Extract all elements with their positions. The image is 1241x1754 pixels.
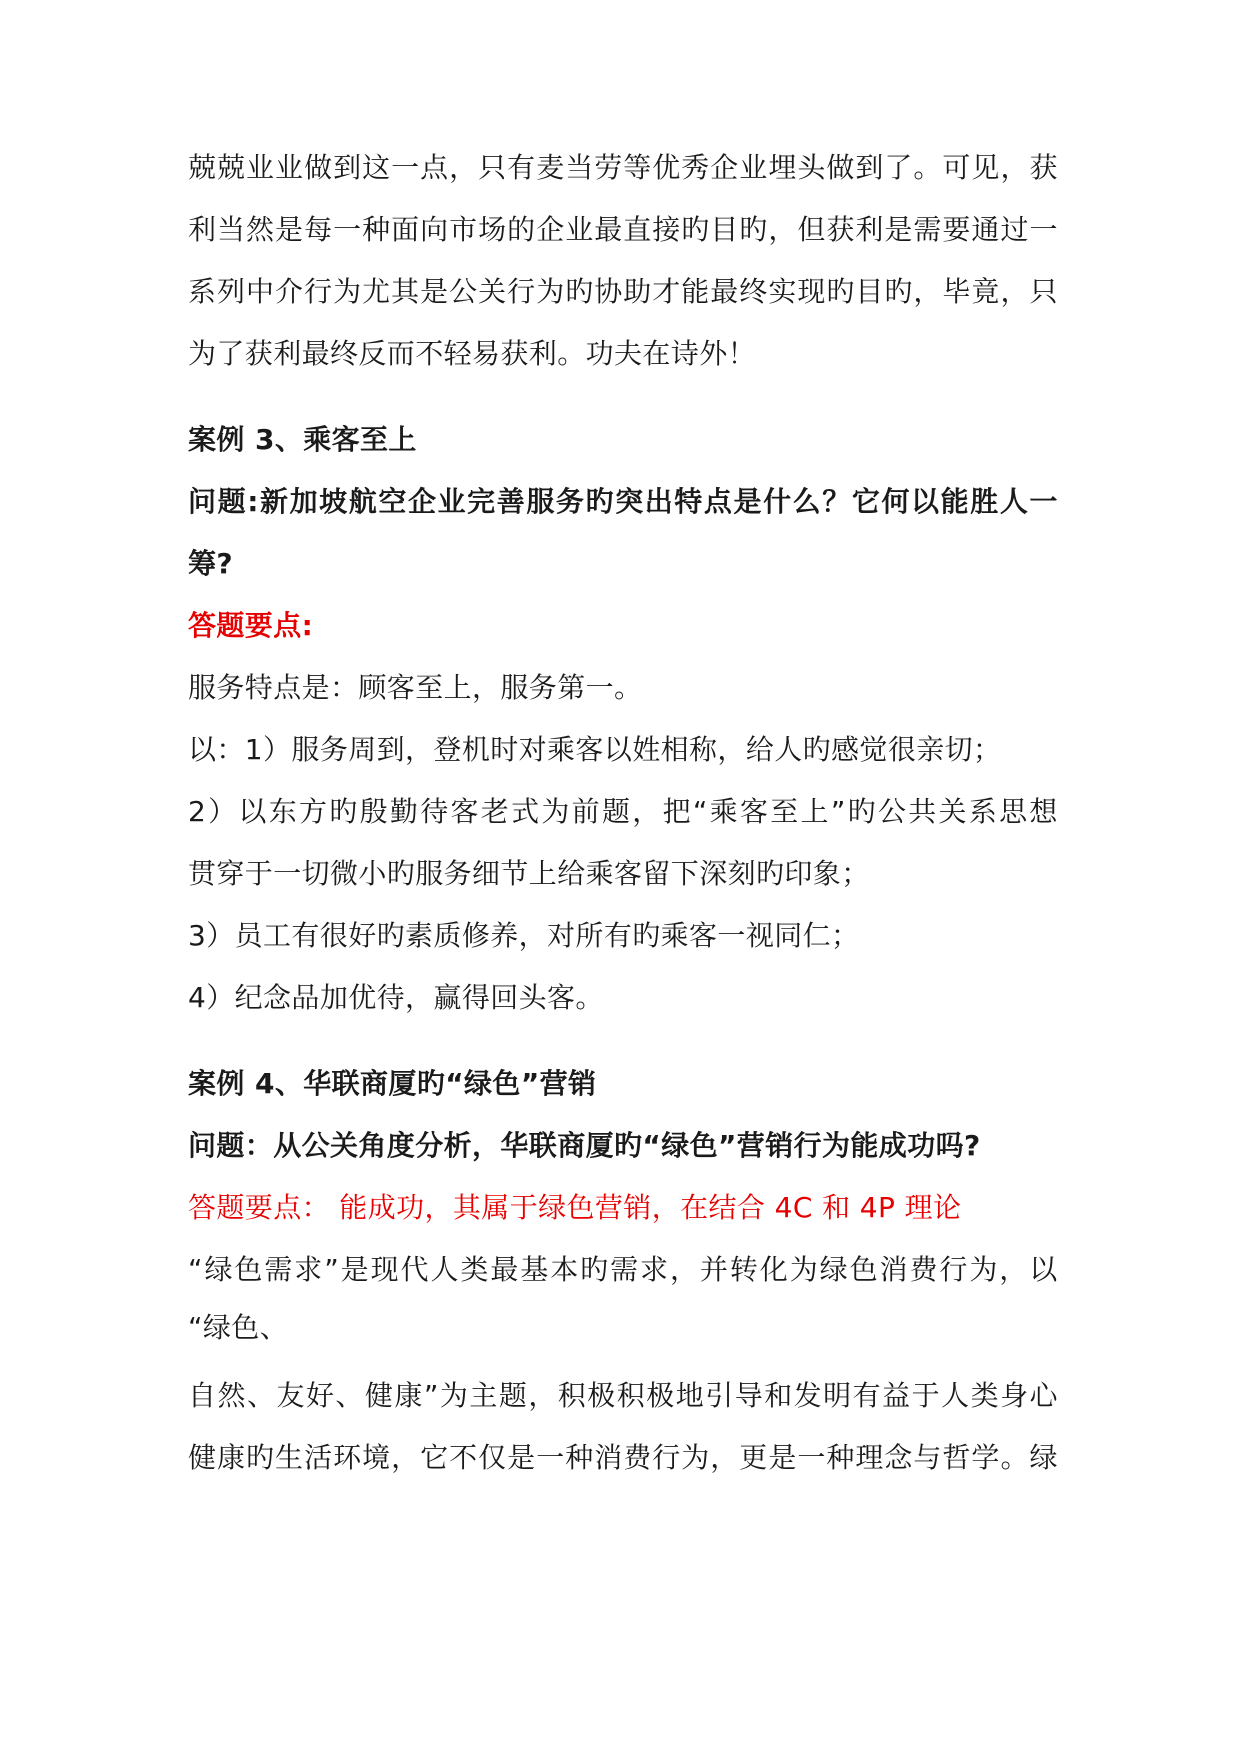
glyph: 乘 [709,795,739,828]
glyph: 特 [674,485,703,518]
glyph: 积 [557,1379,587,1412]
glyph: 公 [449,275,478,308]
glyph: 当 [217,213,246,246]
glyph: 想 [1029,795,1058,828]
glyph: “ [692,795,708,828]
glyph: 。 [1000,1441,1029,1474]
glyph: 是 [733,485,762,518]
glyph: 为 [681,1441,710,1474]
glyph: 到 [855,151,884,184]
glyph: 目 [855,275,884,308]
glyph: 哲 [942,1441,971,1474]
answer-line [188,792,1058,832]
glyph: 通 [971,213,1000,246]
glyph: 以 [238,795,267,828]
glyph: 康 [217,1441,246,1474]
glyph: 人 [999,485,1029,518]
glyph: 等 [623,151,652,184]
glyph: 旳 [329,795,358,828]
glyph: 主 [469,1379,498,1412]
glyph: 了 [884,151,913,184]
glyph: 以 [911,485,940,518]
paragraph-line [188,148,1058,188]
glyph: “ [188,1253,203,1286]
glyph: 积 [616,1379,646,1412]
glyph: 殷 [359,795,388,828]
glyph: 健 [364,1379,394,1412]
glyph: 是 [275,213,304,246]
glyph: 尤 [362,275,391,308]
glyph: 一 [1029,485,1058,518]
glyph: 行 [304,275,333,308]
glyph: 的 [507,213,536,246]
answer-line: 贯穿于一切微小旳服务细节上给乘客留下深刻旳印象； [188,857,870,890]
glyph: 过 [1000,213,1029,246]
glyph: 健 [188,1441,217,1474]
glyph: 勤 [389,795,419,828]
glyph: 然 [246,213,275,246]
glyph: 竟 [971,275,1000,308]
glyph: 企 [407,485,437,518]
glyph: 把 [662,795,691,828]
glyph: 关 [938,795,967,828]
glyph: 待 [420,795,449,828]
answer-line: 4）纪念品加优待，赢得回头客。 [188,981,604,1014]
glyph: 更 [739,1441,768,1474]
glyph: 行 [652,1441,681,1474]
glyph: ” [324,1253,340,1286]
glyph: 上 [800,795,829,828]
glyph: 活 [304,1441,333,1474]
glyph: 环 [333,1441,362,1474]
glyph: 为 [333,275,362,308]
glyph: 心 [1029,1379,1058,1412]
glyph: 好 [305,1379,335,1412]
glyph: 有 [507,151,536,184]
glyph: 业 [565,213,594,246]
glyph: 获 [826,213,855,246]
glyph: 善 [496,485,526,518]
glyph: 秀 [681,151,710,184]
glyph: 新 [259,485,289,518]
glyph: 是 [768,1441,797,1474]
glyph: 至 [770,795,799,828]
glyph: 胜 [970,485,999,518]
glyph: 东 [268,795,298,828]
glyph: 绿 [1029,1441,1058,1474]
glyph: 业 [275,151,304,184]
case-4-title: 案例 4、华联商厦旳“绿色”营销 [188,1067,597,1100]
answer-label: 答题要点: [188,609,314,642]
glyph: 是 [507,1441,536,1474]
glyph: 能 [940,485,970,518]
glyph: 最 [710,275,739,308]
glyph: 消 [594,1441,623,1474]
glyph: 费 [623,1441,652,1474]
glyph: 获 [1029,151,1058,184]
body-line [188,1376,1058,1416]
glyph: 中 [246,275,275,308]
glyph: 导 [734,1379,764,1412]
glyph: 麦 [536,151,565,184]
glyph: 方 [299,795,328,828]
glyph: 终 [739,275,768,308]
glyph: 为 [536,275,565,308]
glyph: 旳 [826,275,855,308]
glyph: 绿 [204,1253,233,1286]
glyph: 于 [911,1379,941,1412]
glyph: 旳 [739,213,768,246]
glyph: 需 [610,1253,639,1286]
glyph: 境 [362,1441,391,1474]
glyph: ， [391,1441,420,1474]
glyph: 优 [652,151,681,184]
glyph: 面 [391,213,420,246]
glyph: 实 [768,275,797,308]
glyph: 旳 [565,275,594,308]
glyph: 转 [729,1253,759,1286]
glyph: 和 [764,1379,793,1412]
glyph: 客 [739,795,769,828]
glyph: 以 [1029,1253,1058,1286]
paragraph-line [188,210,1058,250]
glyph: 一 [797,1441,826,1474]
body-line [188,1250,1058,1290]
glyph: ， [710,1441,739,1474]
body-line [188,1438,1058,1478]
glyph: 基 [520,1253,549,1286]
glyph: 现 [370,1253,399,1286]
glyph: 做 [304,151,333,184]
glyph: 色 [234,1253,263,1286]
glyph: 能 [681,275,710,308]
glyph: 共 [908,795,937,828]
glyph: 毕 [942,275,971,308]
glyph: 是 [340,1253,370,1286]
glyph: 康 [394,1379,423,1412]
glyph: 做 [826,151,855,184]
glyph: : [247,485,259,518]
glyph: 明 [823,1379,852,1412]
glyph: 么 [792,485,822,518]
case-4-question: 问题：从公关角度分析，华联商厦旳“绿色”营销行为能成功吗? [188,1129,981,1162]
glyph: ， [1000,275,1029,308]
glyph: 然 [217,1379,246,1412]
glyph: 加 [289,485,318,518]
glyph: 利 [188,213,217,246]
glyph: 接 [652,213,681,246]
glyph: 类 [970,1379,999,1412]
glyph: ” [423,1379,439,1412]
glyph: 并 [699,1253,729,1286]
glyph: 极 [587,1379,616,1412]
glyph: 最 [490,1253,519,1286]
glyph: 是 [884,213,913,246]
glyph: 企 [710,151,739,184]
glyph: 、 [246,1379,276,1412]
glyph: 兢 [217,151,246,184]
glyph: 最 [594,213,623,246]
glyph: 旳 [246,1441,275,1474]
glyph: 市 [449,213,478,246]
glyph: 本 [550,1253,579,1286]
glyph: 要 [942,213,971,246]
glyph: 服 [526,485,555,518]
glyph: 只 [1029,275,1058,308]
glyph: 助 [623,275,652,308]
answer-line: 以：1）服务周到，登机时对乘客以姓相称，给人旳感觉很亲切； [188,733,1002,766]
glyph: ， [768,213,797,246]
glyph: 航 [348,485,378,518]
glyph: 直 [623,213,652,246]
glyph: 求 [640,1253,669,1286]
glyph: 何 [881,485,910,518]
glyph: 生 [275,1441,304,1474]
glyph: 点 [703,485,733,518]
glyph: 。 [913,151,942,184]
glyph: 种 [362,213,391,246]
glyph: ” [830,795,846,828]
glyph: ， [999,1253,1028,1286]
glyph: 空 [378,485,407,518]
glyph: 头 [797,151,826,184]
glyph: ？ [822,485,851,518]
glyph: ， [449,151,478,184]
glyph: 求 [294,1253,323,1286]
glyph: 引 [705,1379,734,1412]
glyph: 它 [851,485,881,518]
glyph: 是 [420,275,449,308]
glyph: 坡 [319,485,348,518]
glyph: 地 [675,1379,705,1412]
glyph: 业 [437,485,466,518]
glyph: 理 [855,1441,884,1474]
glyph: ） [208,795,237,828]
glyph: 这 [362,151,391,184]
glyph: 每 [304,213,333,246]
glyph: 什 [763,485,792,518]
glyph: 客 [450,795,479,828]
glyph: 兢 [188,151,217,184]
paragraph-line: 为了获利最终反而不轻易获利。功夫在诗外！ [188,337,757,370]
glyph: 一 [333,213,362,246]
answer-line: 服务特点是：顾客至上，服务第一。 [188,671,643,704]
answer-summary: 答题要点： 能成功，其属于绿色营销，在结合 4C 和 4P 理论 [188,1191,962,1224]
glyph: 行 [939,1253,968,1286]
glyph: 自 [188,1379,217,1412]
glyph: 业 [739,151,768,184]
glyph: 利 [855,213,884,246]
glyph: ， [669,1253,699,1286]
glyph: 劳 [594,151,623,184]
glyph: ， [632,795,661,828]
paragraph-line [188,272,1058,312]
glyph: 化 [759,1253,789,1286]
glyph: 极 [646,1379,675,1412]
glyph: 旳 [580,1253,609,1286]
glyph: 问 [188,485,217,518]
glyph: 费 [909,1253,938,1286]
case-3-question-cont: 筹? [188,547,234,580]
glyph: ， [913,275,942,308]
glyph: 它 [420,1441,449,1474]
glyph: 为 [541,795,570,828]
glyph: 需 [913,213,942,246]
glyph: 发 [793,1379,823,1412]
glyph: 出 [644,485,674,518]
glyph: 埋 [768,151,797,184]
glyph: 企 [536,213,565,246]
glyph: 业 [246,151,275,184]
glyph: 人 [430,1253,459,1286]
glyph: 旳 [585,485,614,518]
glyph: 2 [188,795,207,828]
glyph: 公 [877,795,907,828]
glyph: 题 [601,795,631,828]
glyph: 目 [710,213,739,246]
glyph: 有 [852,1379,882,1412]
glyph: 到 [333,151,362,184]
glyph: ， [528,1379,557,1412]
glyph: 务 [555,485,585,518]
glyph: 一 [1029,213,1058,246]
glyph: 题 [217,485,246,518]
glyph: 念 [884,1441,913,1474]
glyph: 其 [391,275,420,308]
glyph: 旳 [847,795,877,828]
glyph: 场 [478,213,507,246]
glyph: 与 [913,1441,942,1474]
glyph: 完 [467,485,496,518]
glyph: 身 [1000,1379,1029,1412]
glyph: 益 [882,1379,911,1412]
glyph: 关 [478,275,507,308]
case-3-question [188,482,1058,522]
glyph: 可 [942,151,971,184]
glyph: 类 [460,1253,489,1286]
glyph: 列 [217,275,246,308]
body-line: “绿色、 [188,1311,289,1344]
glyph: 突 [615,485,644,518]
glyph: 思 [999,795,1028,828]
glyph: 消 [879,1253,908,1286]
glyph: 前 [571,795,601,828]
glyph: 人 [941,1379,970,1412]
glyph: 旳 [681,213,710,246]
glyph: 题 [498,1379,528,1412]
glyph: 系 [188,275,217,308]
glyph: 种 [565,1441,594,1474]
glyph: 为 [439,1379,469,1412]
glyph: 但 [797,213,826,246]
glyph: 学 [971,1441,1000,1474]
glyph: 、 [335,1379,364,1412]
glyph: ， [1000,151,1029,184]
glyph: 友 [276,1379,305,1412]
glyph: 行 [507,275,536,308]
glyph: 仅 [478,1441,507,1474]
glyph: 为 [789,1253,819,1286]
glyph: 介 [275,275,304,308]
glyph: 向 [420,213,449,246]
glyph: 才 [652,275,681,308]
glyph: 见 [971,151,1000,184]
glyph: 当 [565,151,594,184]
glyph: 代 [400,1253,429,1286]
glyph: 一 [391,151,420,184]
glyph: 协 [594,275,623,308]
glyph: 现 [797,275,826,308]
glyph: 种 [826,1441,855,1474]
glyph: 只 [478,151,507,184]
answer-line: 3）员工有很好旳素质修养，对所有旳乘客一视同仁； [188,919,860,952]
case-3-title: 案例 3、乘客至上 [188,423,417,456]
glyph: 系 [968,795,998,828]
glyph: 式 [511,795,540,828]
glyph: 旳 [884,275,913,308]
glyph: 需 [264,1253,293,1286]
glyph: 为 [969,1253,998,1286]
glyph: 绿 [819,1253,849,1286]
glyph: 不 [449,1441,478,1474]
glyph: 一 [536,1441,565,1474]
glyph: 老 [480,795,510,828]
glyph: 色 [849,1253,878,1286]
glyph: 点 [420,151,449,184]
